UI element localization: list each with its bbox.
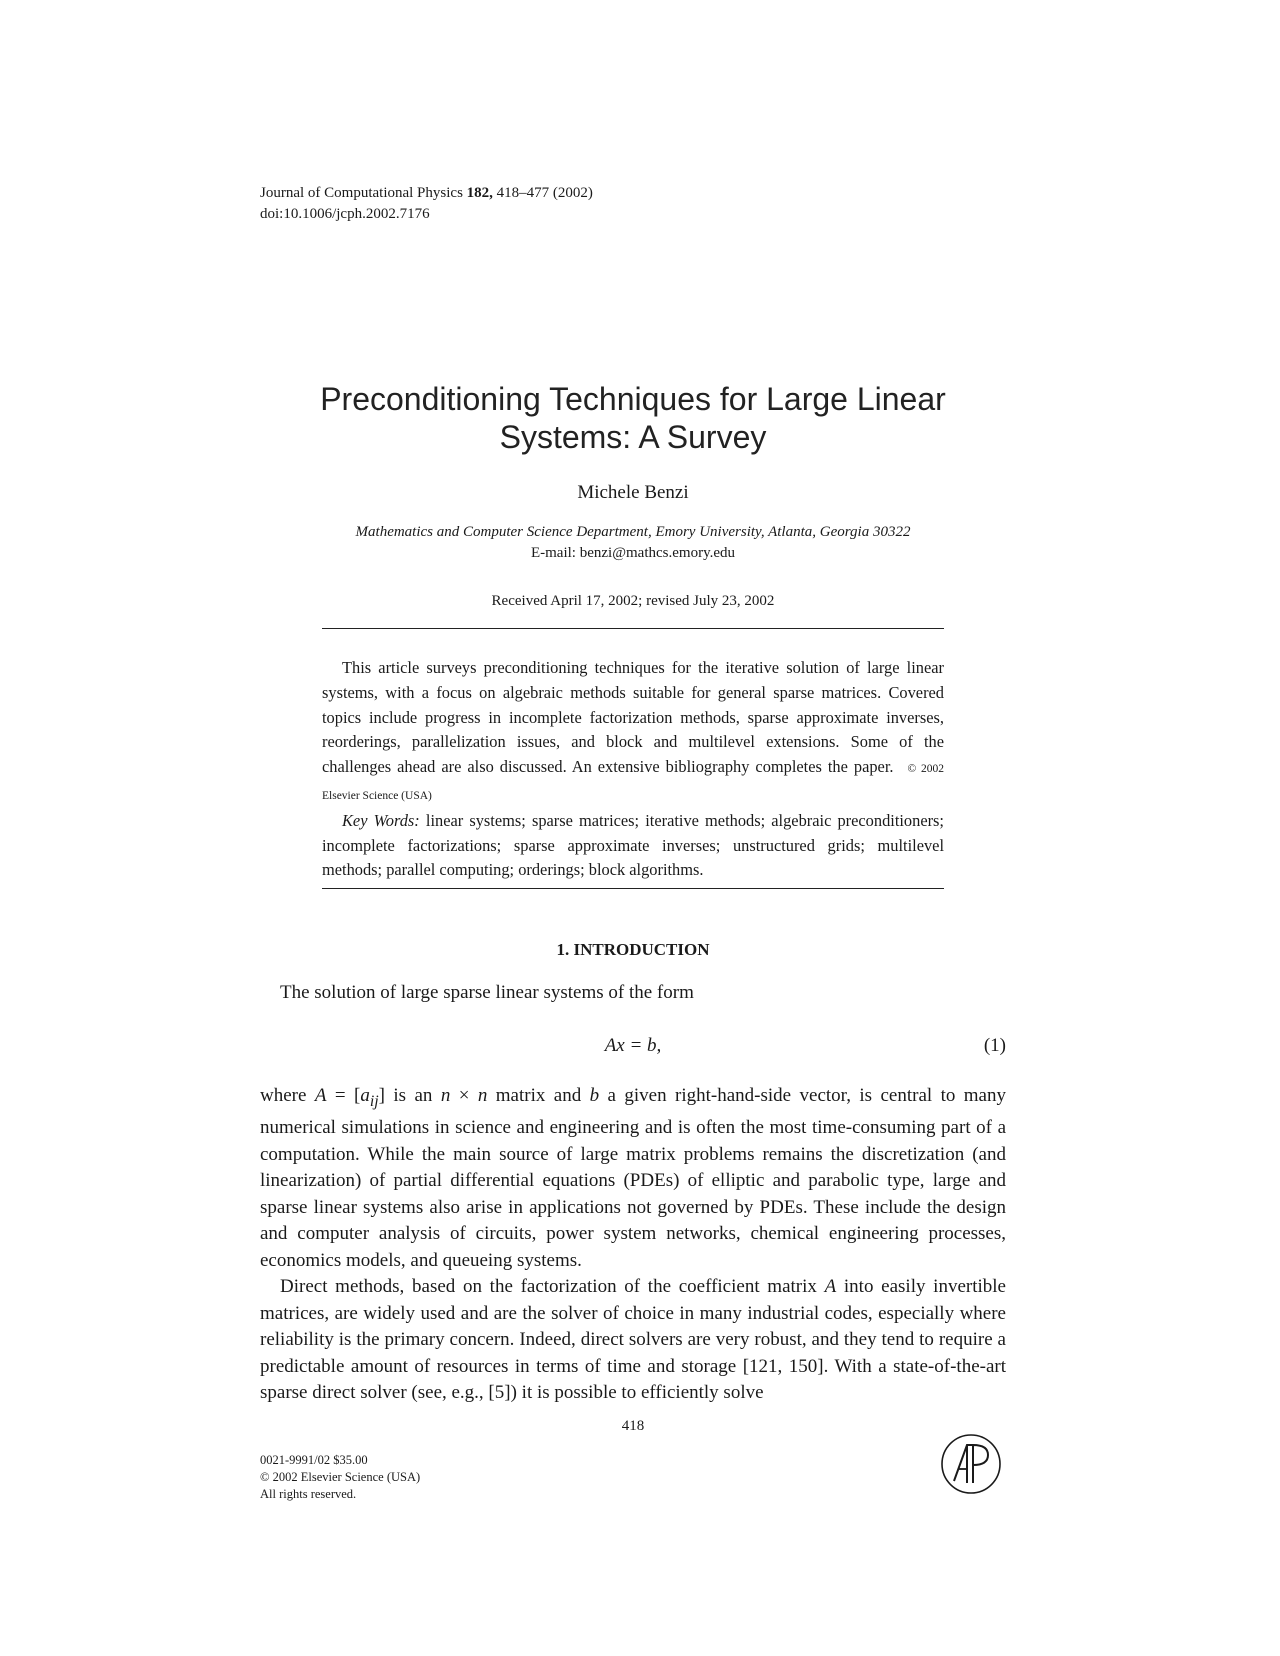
section-heading: 1. INTRODUCTION [556,940,710,959]
intro-sentence: The solution of large sparse linear systems of the form [280,982,694,1003]
page-number: 418 [621,1418,645,1434]
body-text [260,1083,1006,1407]
author-name: Michele Benzi [577,482,689,503]
received-dates: Received April 17, 2002; revised July 23, 2002 [491,593,775,609]
journal-volume: 182, [466,185,493,201]
copyright-footer: 0021-9991/02 $35.00 © 2002 Elsevier Science (USA) All rights reserved. [260,1453,421,1501]
equation-number: (1) [983,1035,1006,1056]
institution: Mathematics and Computer Science Department, Emory University, Atlanta, Georgia 30322 [355,524,911,540]
keywords: Key Words: linear systems; sparse matrices; iterative methods; algebraic preconditioners; incomplete factorizations; sparse approximate inverses; unstructured grids; multilevel methods; parallel computing; orderings; block algorithms. [322,810,944,880]
abstract-text: This article surveys preconditioning techniques for the iterative solution of large linear systems, with a focus on algebraic methods suitable for general sparse matrices. Covered topics include progress in incomplete factorization methods, sparse approximate inverses, reorderings, parallelization issues, and block and multilevel extensions. Some of the challenges ahead are also discussed. An extensive bibliography completes the paper. © 2002 Elsevier Science (USA) [322,658,944,802]
paper-title: Preconditioning Techniques for Large Linear Systems: A Survey [320,381,946,455]
author-email: E-mail: benzi@mathcs.emory.edu [530,545,736,561]
journal-citation: Journal of Computational Physics 182, 418–477 (2002) [260,185,593,201]
abstract [322,656,944,883]
equation-1 [260,1035,1006,1061]
abstract-bottom-rule [322,888,944,889]
abstract-top-rule [322,628,944,629]
abstract-copyright: © 2002 Elsevier Science (USA) [322,763,944,802]
affiliation [0,522,1266,564]
paragraph-2: Direct methods, based on the factorization of the coefficient matrix A into easily invertible matrices, are widely used and are the solver of choice in many industrial codes, especially where reliability is the primary concern. Indeed, direct solvers are very robust, and they tend to require a predictable amount of resources in terms of time and storage [121, 150]. With a state-of-the-art sparse direct solver (see, e.g., [5]) it is possible to efficiently solve [260,1276,1006,1404]
doi: doi:10.1006/jcph.2002.7176 [260,206,430,222]
journal-header [260,183,593,225]
paragraph-1: where $A = [a_{ij}]$ is an n × n matrix and b a given right-hand-side vector, is central to many numerical simulations in science and engineering and is often the most time-consuming part of a computation. While the main source of large matrix problems remains the discretization (and linearization) of partial differential equations (PDEs) of elliptic and parabolic type, large and sparse linear systems also arise in applications not governed by PDEs. These include the design and computer analysis of circuits, power system networks, chemical engineering processes, economics models, and queueing systems. [260,1085,1006,1271]
equation-text: Ax = b, [604,1035,662,1056]
publisher-logo-icon [940,1433,1002,1495]
